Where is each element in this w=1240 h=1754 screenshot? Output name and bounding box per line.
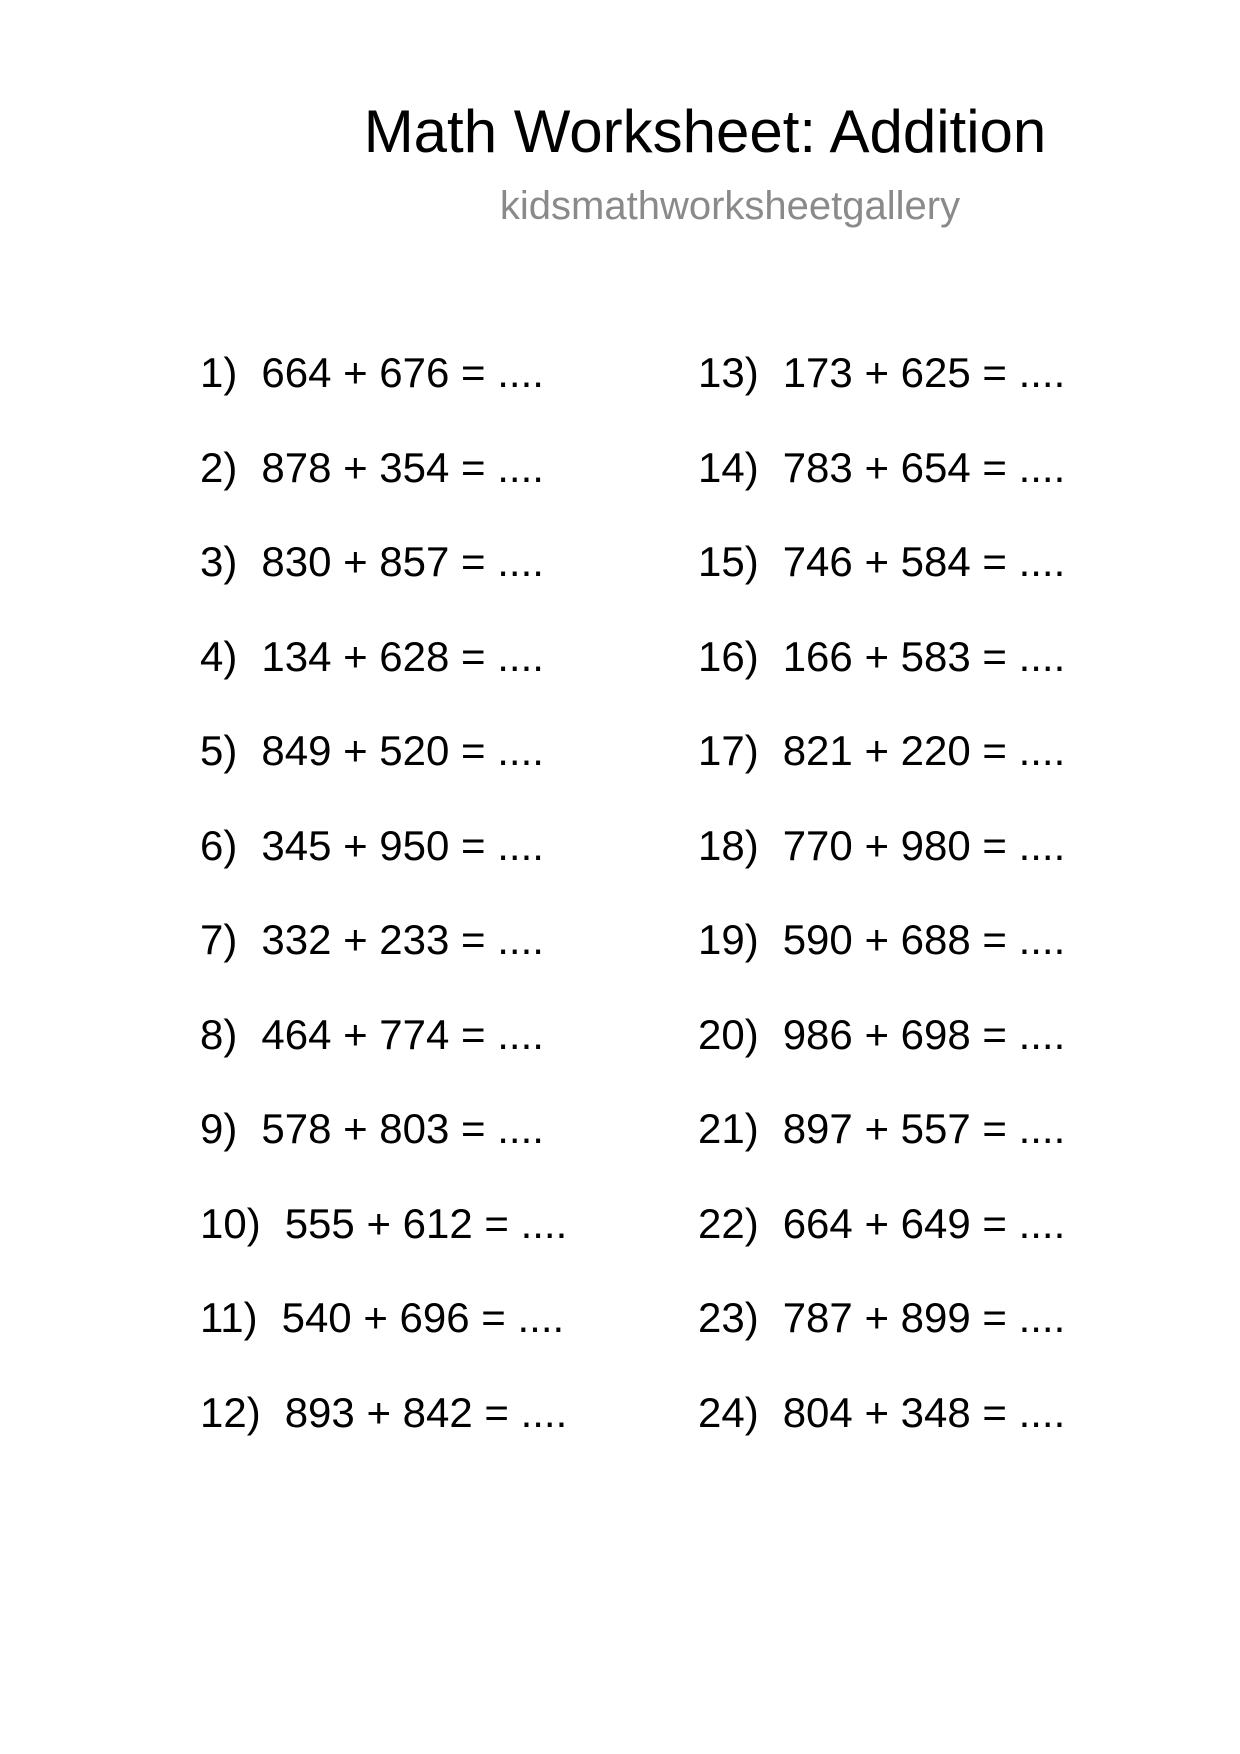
problem-expression: 578 + 803 = .... [261, 1105, 544, 1152]
problem-item [200, 1199, 567, 1294]
problem-item [698, 1010, 1065, 1105]
problem-number: 13) [698, 349, 759, 396]
problem-expression: 787 + 899 = .... [782, 1294, 1066, 1341]
problem-expression: 893 + 842 = .... [284, 1388, 568, 1436]
problem-number: 9) [200, 1105, 238, 1152]
problem-expression: 590 + 688 = .... [782, 916, 1066, 963]
problem-item [698, 1293, 1065, 1388]
problem-number: 19) [698, 916, 759, 963]
problem-expression: 345 + 950 = .... [261, 821, 544, 869]
problem-item [698, 821, 1065, 916]
problem-item [200, 915, 567, 1010]
problem-number: 8) [200, 1010, 238, 1058]
problem-item [200, 726, 567, 821]
problem-item [200, 348, 567, 443]
problem-item [200, 443, 567, 538]
problem-number: 20) [698, 1010, 759, 1058]
problem-item [698, 1199, 1065, 1294]
problem-expression: 540 + 696 = .... [281, 1294, 565, 1341]
problem-number: 12) [200, 1388, 261, 1436]
problem-expression: 173 + 625 = .... [782, 349, 1066, 396]
problem-item [698, 348, 1065, 443]
problem-number: 2) [200, 443, 238, 491]
problem-item [698, 726, 1065, 821]
problem-expression: 849 + 520 = .... [261, 727, 544, 774]
problem-expression: 746 + 584 = .... [782, 538, 1066, 585]
problem-item [200, 1010, 567, 1105]
problem-expression: 804 + 348 = .... [782, 1388, 1066, 1436]
problem-number: 16) [698, 632, 759, 680]
problem-number: 14) [698, 443, 759, 491]
problem-number: 3) [200, 538, 238, 585]
problem-item [200, 1293, 567, 1388]
problem-expression: 821 + 220 = .... [782, 727, 1066, 774]
problem-expression: 555 + 612 = .... [284, 1199, 568, 1247]
problem-expression: 878 + 354 = .... [261, 443, 544, 491]
problem-number: 18) [698, 821, 759, 869]
problem-number: 4) [200, 632, 238, 680]
problem-expression: 332 + 233 = .... [261, 916, 544, 963]
problem-expression: 897 + 557 = .... [782, 1105, 1066, 1152]
problem-item [200, 632, 567, 727]
problem-item [200, 537, 567, 632]
problem-item [698, 1104, 1065, 1199]
page-title: Math Worksheet: Addition [363, 98, 1047, 165]
problem-expression: 770 + 980 = .... [782, 821, 1066, 869]
problem-item [200, 1388, 567, 1483]
problem-number: 6) [200, 821, 238, 869]
problem-expression: 986 + 698 = .... [782, 1010, 1066, 1058]
problem-item [200, 1104, 567, 1199]
problem-number: 11) [200, 1294, 258, 1341]
problem-expression: 664 + 649 = .... [782, 1199, 1066, 1247]
problem-number: 23) [698, 1294, 759, 1341]
problem-number: 7) [200, 916, 238, 963]
page-subtitle: kidsmathworksheetgallery [499, 184, 961, 228]
problem-number: 21) [698, 1105, 759, 1152]
problem-column-right [698, 348, 1065, 1482]
problem-expression: 134 + 628 = .... [261, 632, 544, 680]
problem-number: 1) [200, 349, 238, 396]
problem-expression: 783 + 654 = .... [782, 443, 1066, 491]
problem-item [698, 632, 1065, 727]
problem-item [698, 443, 1065, 538]
problem-number: 5) [200, 727, 238, 774]
problem-item [200, 821, 567, 916]
problem-number: 10) [200, 1199, 261, 1247]
problem-number: 22) [698, 1199, 759, 1247]
problem-number: 15) [698, 538, 759, 585]
problem-item [698, 915, 1065, 1010]
problem-column-left [200, 348, 567, 1482]
problem-item [698, 537, 1065, 632]
problem-expression: 664 + 676 = .... [261, 349, 544, 396]
problem-expression: 166 + 583 = .... [782, 632, 1066, 680]
problem-number: 24) [698, 1388, 759, 1436]
problem-item [698, 1388, 1065, 1483]
problem-number: 17) [698, 727, 759, 774]
problem-expression: 830 + 857 = .... [261, 538, 544, 585]
problem-expression: 464 + 774 = .... [261, 1010, 544, 1058]
